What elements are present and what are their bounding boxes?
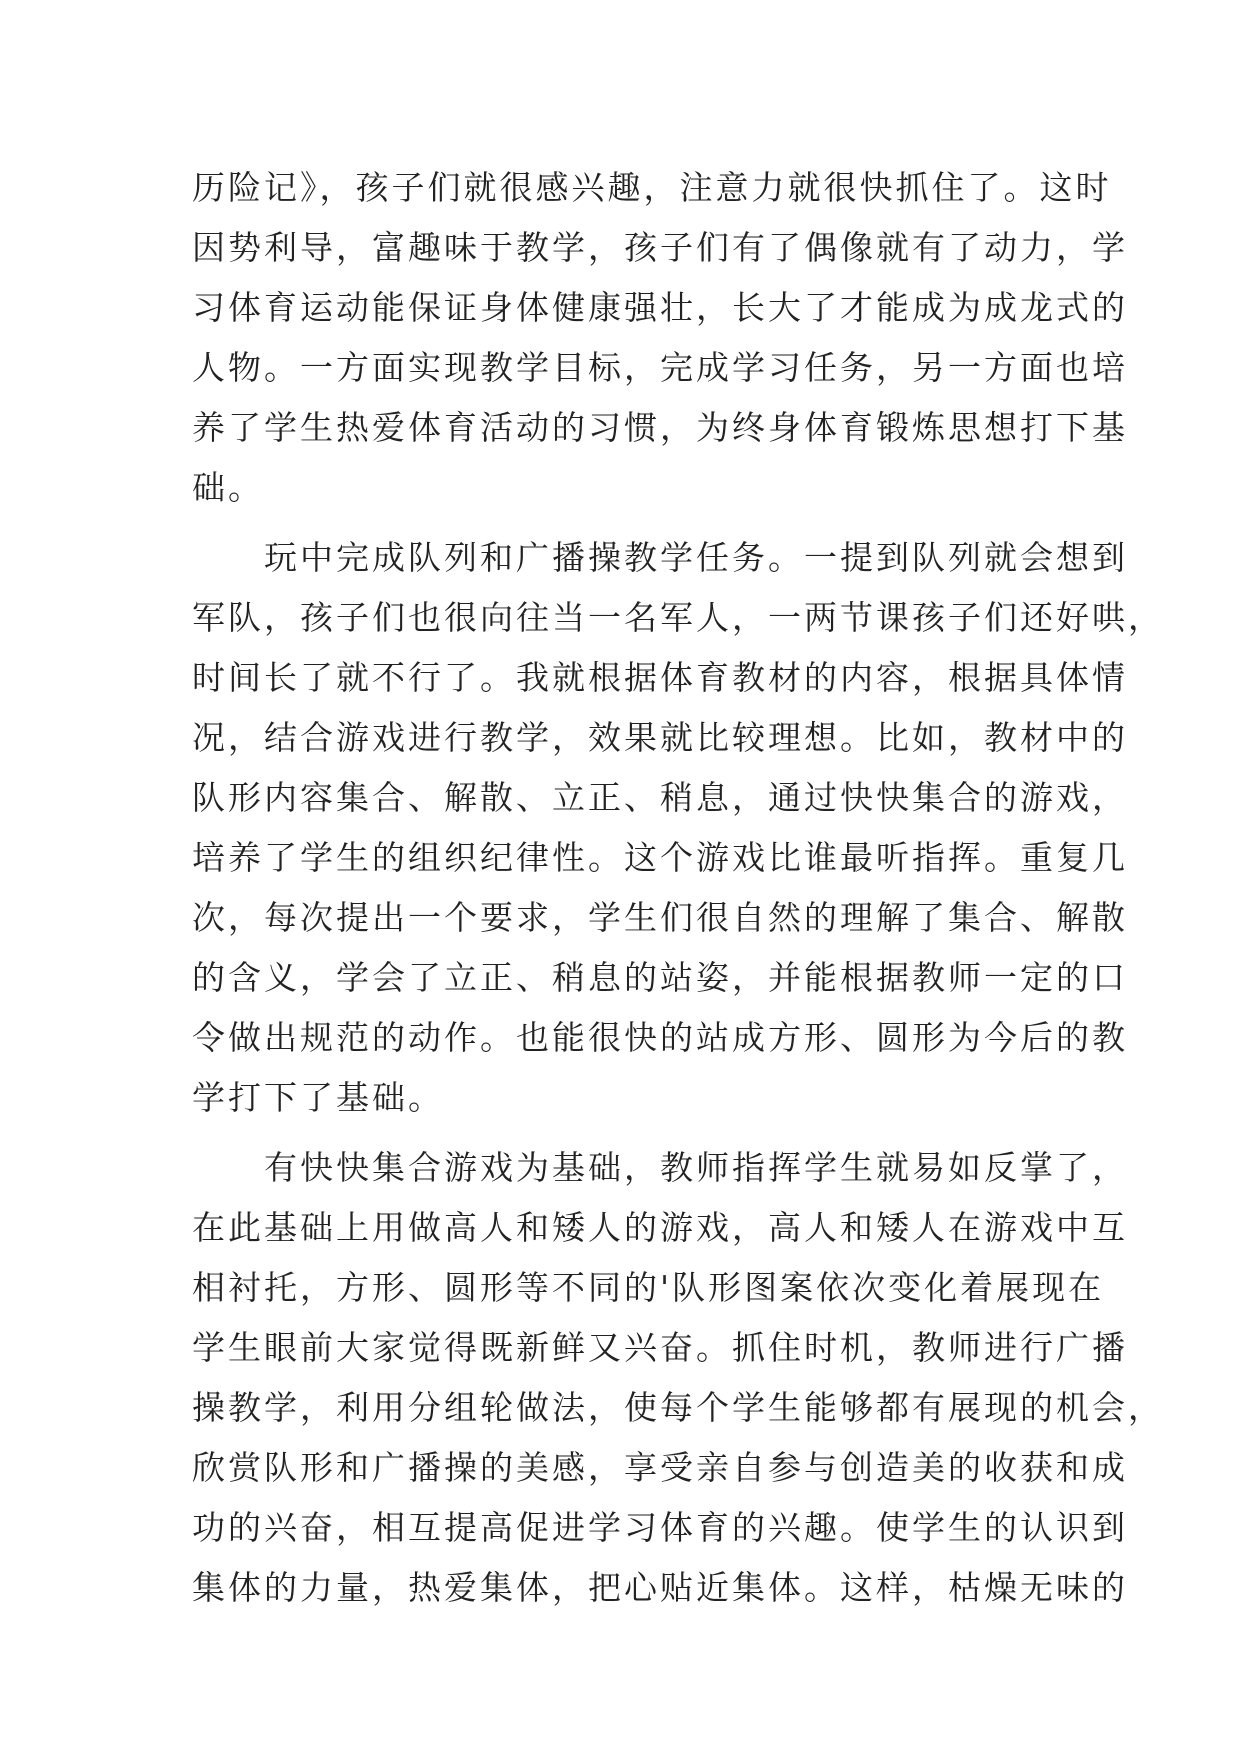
text-line: 培养了学生的组织纪律性。这个游戏比谁最听指挥。重复几 [192, 838, 1128, 877]
paragraph-gap [192, 518, 1062, 528]
text-line: 令做出规范的动作。也能很快的站成方形、圆形为今后的教 [192, 1018, 1128, 1057]
text-line: 的含义，学会了立正、稍息的站姿，并能根据教师一定的口 [192, 958, 1128, 997]
text-line: 因势利导，富趣味于教学，孩子们有了偶像就有了动力，学 [192, 228, 1128, 267]
body-text [192, 158, 1164, 1618]
text-line: 次，每次提出一个要求，学生们很自然的理解了集合、解散 [192, 898, 1128, 937]
text-line: 养了学生热爱体育活动的习惯，为终身体育锻炼思想打下基 [192, 408, 1128, 447]
text-line: 欣赏队形和广播操的美感，享受亲自参与创造美的收获和成 [192, 1448, 1128, 1487]
text-line: 玩中完成队列和广播操教学任务。一提到队列就会想到 [192, 538, 1128, 577]
text-line: 集体的力量，热爱集体，把心贴近集体。这样，枯燥无味的 [192, 1568, 1128, 1607]
text-line: 学打下了基础。 [192, 1078, 444, 1117]
text-line: 队形内容集合、解散、立正、稍息，通过快快集合的游戏， [192, 778, 1128, 817]
text-line: 习体育运动能保证身体健康强壮，长大了才能成为成龙式的 [192, 288, 1128, 327]
paragraph-gap [192, 1128, 1062, 1138]
text-line: 况，结合游戏进行教学，效果就比较理想。比如，教材中的 [192, 718, 1128, 757]
text-line: 功的兴奋，相互提高促进学习体育的兴趣。使学生的认识到 [192, 1508, 1128, 1547]
text-line: 相衬托，方形、圆形等不同的'队形图案依次变化着展现在 [192, 1268, 1105, 1307]
text-line: 人物。一方面实现教学目标，完成学习任务，另一方面也培 [192, 348, 1128, 387]
text-line: 学生眼前大家觉得既新鲜又兴奋。抓住时机，教师进行广播 [192, 1328, 1128, 1367]
text-line: 时间长了就不行了。我就根据体育教材的内容，根据具体情 [192, 658, 1128, 697]
text-line: 础。 [192, 468, 264, 507]
text-line: 有快快集合游戏为基础，教师指挥学生就易如反掌了， [192, 1148, 1128, 1187]
text-line: 历险记》，孩子们就很感兴趣，注意力就很快抓住了。这时 [192, 168, 1112, 207]
text-line: 军队，孩子们也很向往当一名军人，一两节课孩子们还好哄， [192, 598, 1164, 637]
text-line: 操教学，利用分组轮做法，使每个学生能够都有展现的机会， [192, 1388, 1164, 1427]
text-line: 在此基础上用做高人和矮人的游戏，高人和矮人在游戏中互 [192, 1208, 1128, 1247]
